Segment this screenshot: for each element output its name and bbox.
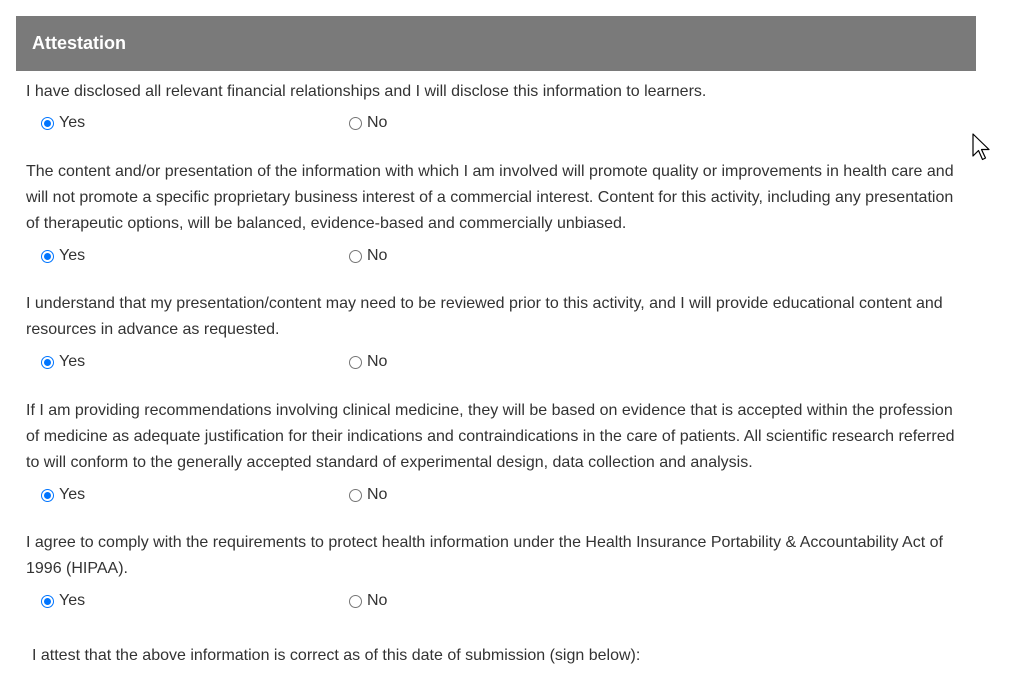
- question-1-no-option[interactable]: [349, 112, 387, 134]
- question-3-yes-option[interactable]: [41, 351, 85, 373]
- question-2-no-radio[interactable]: [349, 250, 362, 263]
- mouse-pointer-icon: [971, 132, 993, 164]
- question-5-no-radio[interactable]: [349, 595, 362, 608]
- question-5-yes-option[interactable]: [41, 590, 85, 612]
- question-2-yes-option[interactable]: [41, 245, 85, 267]
- question-3-no-option[interactable]: [349, 351, 387, 373]
- question-3-no-radio[interactable]: [349, 356, 362, 369]
- question-4-no-option[interactable]: [349, 484, 387, 506]
- question-4-text: If I am providing recommendations involving clinical medicine, they will be based on evidence that is accepted within the profession of medicine as adequate justification for their indications and contraindications in the care of patients. All scientific research referred to will conform to the generally accepted standard of experimental design, data collection and analysis.: [26, 402, 955, 471]
- question-3-no-label: No: [367, 353, 388, 370]
- question-1-yes-radio[interactable]: [41, 117, 54, 130]
- question-5-yes-label: Yes: [59, 592, 86, 609]
- question-3-text: I understand that my presentation/content may need to be reviewed prior to this activity, and I will provide educational content and resources in advance as requested.: [26, 295, 943, 338]
- question-1-yes-option[interactable]: [41, 112, 85, 134]
- question-5-text: I agree to comply with the requirements to protect health information under the Health Insurance Portability & Accountability Act of 1996 (HIPAA).: [26, 534, 943, 577]
- question-2-yes-radio[interactable]: [41, 250, 54, 263]
- question-2-text: The content and/or presentation of the information with which I am involved will promote quality or improvements in health care and will not promote a specific proprietary business interest of a commercial interest. Content for this activity, including any presentation of therapeutic options, will be balanced, evidence-based and commercially unbiased.: [26, 163, 954, 232]
- question-1-text: I have disclosed all relevant financial relationships and I will disclose this information to learners.: [26, 83, 707, 100]
- question-5-yes-radio[interactable]: [41, 595, 54, 608]
- section-header: [16, 16, 976, 71]
- question-1-no-label: No: [367, 114, 388, 131]
- question-4-yes-radio[interactable]: [41, 489, 54, 502]
- question-2-no-label: No: [367, 247, 388, 264]
- section-title: Attestation: [32, 33, 126, 53]
- question-4-yes-label: Yes: [59, 486, 86, 503]
- question-2-yes-label: Yes: [59, 247, 86, 264]
- question-3-yes-label: Yes: [59, 353, 86, 370]
- question-4-no-label: No: [367, 486, 388, 503]
- question-2-no-option[interactable]: [349, 245, 387, 267]
- question-3-yes-radio[interactable]: [41, 356, 54, 369]
- question-5-no-label: No: [367, 592, 388, 609]
- question-1-no-radio[interactable]: [349, 117, 362, 130]
- attestation-statement: I attest that the above information is correct as of this date of submission (sign below):: [32, 647, 641, 664]
- question-1-yes-label: Yes: [59, 114, 86, 131]
- question-4-yes-option[interactable]: [41, 484, 85, 506]
- question-4-no-radio[interactable]: [349, 489, 362, 502]
- question-5-no-option[interactable]: [349, 590, 387, 612]
